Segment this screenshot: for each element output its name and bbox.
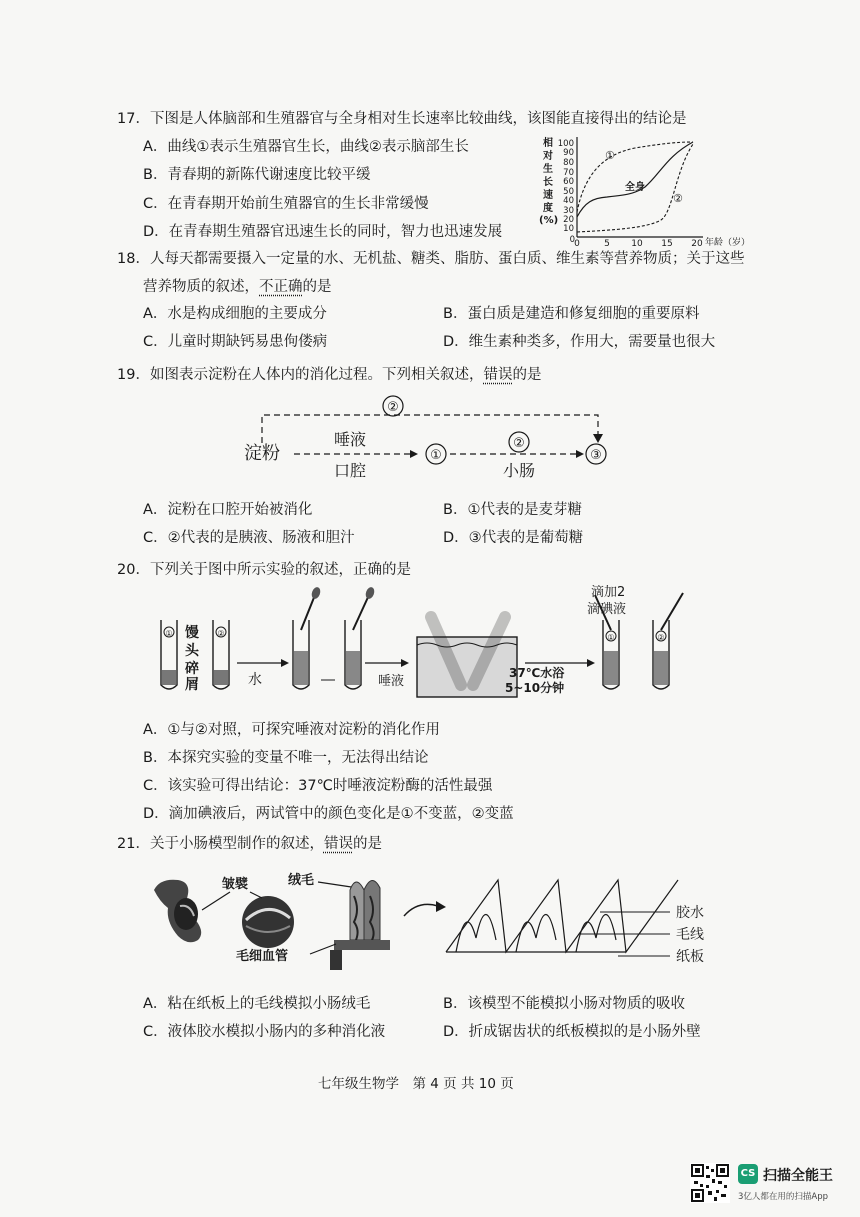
q21-villus-label: 绒毛 (288, 873, 315, 888)
q21-option-b: B．该模型不能模拟小肠对物质的吸收 (443, 996, 685, 1012)
q17-growth-chart (535, 132, 770, 250)
svg-text:度: 度 (543, 203, 553, 214)
q21-villus-circle-illustration (242, 896, 294, 948)
q20-tube-3 (293, 586, 322, 689)
q19-stem: 19．如图表示淀粉在人体内的消化过程。下列相关叙述，错误的是 (117, 367, 542, 383)
q19-digestion-diagram (238, 390, 618, 485)
q19-option-d: D．③代表的是葡萄糖 (443, 530, 584, 546)
svg-text:0: 0 (574, 239, 580, 249)
q17-xlabel: 年龄（岁） (705, 238, 751, 248)
svg-text:100: 100 (557, 139, 574, 149)
q19-place2: 小肠 (502, 461, 536, 480)
svg-text:(%): (%) (539, 215, 559, 226)
q21-option-a: A．粘在纸板上的毛线模拟小肠绒毛 (143, 996, 371, 1012)
q21-zigzag-board (446, 880, 678, 952)
q21-intestine-model-diagram (150, 860, 730, 980)
q20-bath-label-1: 37℃水浴 (509, 666, 565, 680)
qr-code-icon (690, 1163, 730, 1203)
q19-top-label: ② (387, 400, 399, 415)
q17-curve-body (577, 142, 693, 217)
q18-option-b: B．蛋白质是建造和修复细胞的重要原料 (443, 306, 700, 322)
q21-villus-closeup-illustration (330, 880, 390, 970)
q17-label-2: ② (673, 192, 683, 205)
q17-yticks (558, 139, 575, 245)
svg-text:5: 5 (604, 239, 610, 249)
q19-option-c: C．②代表的是胰液、肠液和胆汁 (143, 530, 355, 546)
svg-text:80: 80 (563, 158, 574, 168)
svg-text:0: 0 (569, 235, 575, 245)
q21-fold-label: 皱襞 (222, 877, 249, 892)
svg-text:相: 相 (543, 138, 553, 149)
svg-text:10: 10 (563, 224, 574, 234)
q20-stem: 20．下列关于图中所示实验的叙述，正确的是 (117, 562, 411, 578)
q19-enzyme2: ② (513, 436, 525, 451)
svg-text:70: 70 (563, 168, 574, 178)
q17-option-d: D．在青春期生殖器官迅速生长的同时，智力也迅速发展 (143, 224, 503, 240)
q17-option-a: A．曲线①表示生殖器官生长，曲线②表示脑部生长 (143, 139, 469, 155)
q21-capillary-label: 毛细血管 (236, 949, 289, 964)
q18-option-d: D．维生素种类多，作用大，需要量也很大 (443, 334, 716, 350)
svg-text:①: ① (607, 633, 615, 642)
svg-text:馒: 馒 (185, 625, 199, 641)
q20-water-label: 水 (248, 672, 262, 688)
q20-iodine-label-1: 滴加2 (591, 585, 626, 600)
q20-tube-6 (653, 593, 683, 689)
svg-text:碎: 碎 (185, 661, 199, 677)
q19-node3: ③ (590, 448, 602, 463)
q17-label-1: ① (605, 149, 615, 162)
q19-option-b: B．①代表的是麦芽糖 (443, 502, 582, 518)
q20-saliva-label: 唾液 (378, 674, 405, 689)
page-footer: 七年级生物学 第 4 页 共 10 页 (318, 1076, 514, 1092)
q21-board-label: 纸板 (676, 949, 704, 965)
svg-text:头: 头 (185, 643, 199, 659)
svg-text:40: 40 (563, 196, 574, 206)
q18-option-c: C．儿童时期缺钙易患佝偻病 (143, 334, 328, 350)
q17-xticks (574, 239, 703, 249)
svg-text:20: 20 (691, 239, 703, 249)
svg-text:60: 60 (563, 177, 574, 187)
svg-text:①: ① (165, 629, 173, 638)
svg-text:对: 对 (543, 151, 553, 162)
scanner-app-tagline: 3亿人都在用的扫描App (738, 1192, 829, 1202)
svg-text:屑: 屑 (185, 677, 199, 693)
q20-option-d: D．滴加碘液后，两试管中的颜色变化是①不变蓝，②变蓝 (143, 806, 514, 822)
q19-enzyme1: 唾液 (333, 430, 367, 449)
q17-option-b: B．青春期的新陈代谢速度比较平缓 (143, 167, 371, 183)
q21-option-d: D．折成锯齿状的纸板模拟的是小肠外壁 (443, 1024, 701, 1040)
q20-option-b: B．本探究实验的变量不唯一，无法得出结论 (143, 750, 429, 766)
q20-tube-1 (161, 620, 177, 689)
svg-text:生: 生 (543, 164, 553, 175)
q20-option-c: C．该实验可得出结论：37℃时唾液淀粉酶的活性最强 (143, 778, 493, 794)
q20-water-bath (417, 617, 517, 697)
q20-mantou-label (184, 624, 200, 693)
q20-experiment-diagram (155, 585, 715, 705)
svg-text:②: ② (657, 633, 665, 642)
q21-intestine-illustration (154, 880, 201, 943)
svg-text:速: 速 (543, 190, 553, 201)
q17-option-c: C．在青春期开始前生殖器官的生长非常缓慢 (143, 196, 429, 212)
q20-iodine-label-2: 滴碘液 (587, 602, 627, 617)
svg-text:20: 20 (563, 215, 574, 225)
q18-stem: 18．人每天都需要摄入一定量的水、无机盐、糖类、脂肪、蛋白质、维生素等营养物质；关于这些 (117, 251, 745, 267)
q17-ylabel (539, 136, 558, 226)
q19-start: 淀粉 (244, 443, 280, 464)
q20-bath-label-2: 5~10分钟 (505, 681, 565, 695)
q19-node1: ① (430, 448, 442, 463)
q19-place1: 口腔 (333, 461, 367, 480)
svg-text:50: 50 (563, 187, 574, 197)
svg-text:30: 30 (563, 206, 574, 216)
q21-option-c: C．液体胶水模拟小肠内的多种消化液 (143, 1024, 386, 1040)
svg-text:15: 15 (661, 239, 673, 249)
q21-glue-label: 胶水 (676, 905, 704, 921)
q20-tube-4 (345, 586, 376, 689)
svg-text:长: 长 (543, 177, 553, 188)
q21-yarn-label: 毛线 (676, 927, 704, 943)
q19-option-a: A．淀粉在口腔开始被消化 (143, 502, 313, 518)
q20-tube-2 (213, 620, 229, 689)
svg-text:10: 10 (631, 239, 643, 249)
svg-text:②: ② (217, 629, 225, 638)
scanner-app-name: 扫描全能王 (763, 1168, 833, 1184)
svg-text:90: 90 (563, 148, 574, 158)
camscanner-logo-icon: CS (738, 1164, 758, 1184)
q17-stem: 17．下图是人体脑部和生殖器官与全身相对生长速率比较曲线，该图能直接得出的结论是 (117, 111, 687, 127)
q18-stem-line2: 营养物质的叙述，不正确的是 (143, 279, 332, 295)
q21-stem: 21．关于小肠模型制作的叙述，错误的是 (117, 836, 382, 852)
q17-label-body: 全身 (625, 182, 645, 193)
q18-option-a: A．水是构成细胞的主要成分 (143, 306, 327, 322)
q20-option-a: A．①与②对照，可探究唾液对淀粉的消化作用 (143, 722, 440, 738)
